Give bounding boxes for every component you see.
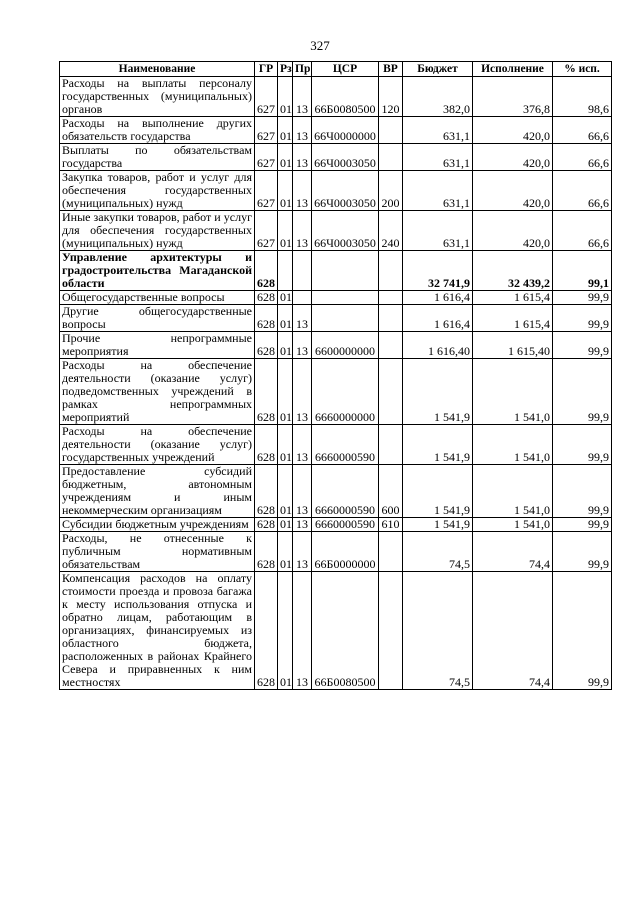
cell-rz: 01 (278, 332, 293, 359)
cell-vr (379, 359, 403, 425)
cell-pr: 13 (293, 465, 312, 518)
cell-vr (379, 144, 403, 171)
cell-budget: 1 541,9 (403, 518, 473, 532)
cell-vr (379, 117, 403, 144)
cell-vr (379, 332, 403, 359)
cell-pr: 13 (293, 144, 312, 171)
cell-name: Предоставление субсидий бюджетным, автономным учреждениям и иным некоммерческим организациям (60, 465, 255, 518)
cell-percent: 99,9 (553, 332, 612, 359)
cell-percent: 99,9 (553, 465, 612, 518)
cell-gr: 627 (255, 211, 278, 251)
cell-percent: 99,9 (553, 359, 612, 425)
cell-vr: 240 (379, 211, 403, 251)
cell-execution: 376,8 (473, 77, 553, 117)
cell-execution: 74,4 (473, 532, 553, 572)
cell-rz: 01 (278, 305, 293, 332)
cell-budget: 1 616,4 (403, 305, 473, 332)
cell-csr: 66Ч0003050 (312, 144, 379, 171)
cell-gr: 627 (255, 117, 278, 144)
column-header-pr: Пр (293, 62, 312, 77)
cell-csr: 66Б0080500 (312, 572, 379, 690)
cell-name: Иные закупки товаров, работ и услуг для обеспечения государственных (муниципальных) нужд (60, 211, 255, 251)
cell-budget: 631,1 (403, 171, 473, 211)
cell-gr: 627 (255, 77, 278, 117)
budget-table (59, 61, 612, 690)
cell-execution: 420,0 (473, 144, 553, 171)
cell-gr: 628 (255, 359, 278, 425)
cell-rz: 01 (278, 144, 293, 171)
cell-csr: 6600000000 (312, 332, 379, 359)
cell-budget: 631,1 (403, 144, 473, 171)
cell-gr: 628 (255, 518, 278, 532)
cell-vr: 600 (379, 465, 403, 518)
cell-pr: 13 (293, 117, 312, 144)
cell-pr (293, 291, 312, 305)
table-row (60, 518, 612, 532)
cell-name: Субсидии бюджетным учреждениям (60, 518, 255, 532)
cell-csr: 6660000000 (312, 359, 379, 425)
cell-vr: 610 (379, 518, 403, 532)
cell-pr: 13 (293, 211, 312, 251)
table-row (60, 144, 612, 171)
table-row (60, 332, 612, 359)
cell-gr: 628 (255, 532, 278, 572)
table-row (60, 117, 612, 144)
cell-csr: 66Б0080500 (312, 77, 379, 117)
cell-percent: 99,9 (553, 518, 612, 532)
cell-name: Расходы, не отнесенные к публичным нормативным обязательствам (60, 532, 255, 572)
page-number: 327 (310, 38, 330, 53)
cell-execution: 32 439,2 (473, 251, 553, 291)
table-row (60, 211, 612, 251)
cell-execution: 420,0 (473, 211, 553, 251)
cell-execution: 1 541,0 (473, 359, 553, 425)
cell-execution: 74,4 (473, 572, 553, 690)
cell-execution: 1 541,0 (473, 465, 553, 518)
cell-vr (379, 572, 403, 690)
column-header-execution: Исполнение (473, 62, 553, 77)
cell-budget: 1 541,9 (403, 465, 473, 518)
cell-percent: 66,6 (553, 144, 612, 171)
column-header-gr: ГР (255, 62, 278, 77)
cell-execution: 1 615,4 (473, 291, 553, 305)
cell-csr (312, 251, 379, 291)
cell-vr (379, 291, 403, 305)
cell-budget: 382,0 (403, 77, 473, 117)
column-header-vr: ВР (379, 62, 403, 77)
cell-percent: 66,6 (553, 211, 612, 251)
cell-gr: 627 (255, 171, 278, 211)
cell-rz: 01 (278, 532, 293, 572)
column-header-name: Наименование (60, 62, 255, 77)
table-row (60, 291, 612, 305)
cell-vr: 200 (379, 171, 403, 211)
cell-pr: 13 (293, 359, 312, 425)
cell-name: Закупка товаров, работ и услуг для обеспечения государственных (муниципальных) нужд (60, 171, 255, 211)
cell-csr: 66Б0000000 (312, 532, 379, 572)
cell-csr: 66Ч0000000 (312, 117, 379, 144)
column-header-budget: Бюджет (403, 62, 473, 77)
column-header-csr: ЦСР (312, 62, 379, 77)
cell-percent: 98,6 (553, 77, 612, 117)
cell-name: Общегосударственные вопросы (60, 291, 255, 305)
cell-percent: 99,9 (553, 425, 612, 465)
cell-csr (312, 305, 379, 332)
column-header-percent: % исп. (553, 62, 612, 77)
cell-pr: 13 (293, 171, 312, 211)
cell-name: Управление архитектуры и градостроительства Магаданской области (60, 251, 255, 291)
table-row (60, 251, 612, 291)
cell-pr: 13 (293, 332, 312, 359)
cell-pr: 13 (293, 572, 312, 690)
table-body (60, 77, 612, 690)
table-row (60, 171, 612, 211)
cell-gr: 628 (255, 425, 278, 465)
cell-budget: 1 616,4 (403, 291, 473, 305)
cell-rz: 01 (278, 572, 293, 690)
cell-csr: 6660000590 (312, 425, 379, 465)
table-row (60, 359, 612, 425)
cell-budget: 1 616,40 (403, 332, 473, 359)
cell-gr: 628 (255, 251, 278, 291)
cell-name: Расходы на обеспечение деятельности (оказание услуг) подведомственных учреждений в рамках непрограммных мероприятий (60, 359, 255, 425)
cell-name: Другие общегосударственные вопросы (60, 305, 255, 332)
column-header-rz: Рз (278, 62, 293, 77)
cell-csr: 66Ч0003050 (312, 211, 379, 251)
cell-name: Прочие непрограммные мероприятия (60, 332, 255, 359)
cell-gr: 628 (255, 572, 278, 690)
cell-budget: 631,1 (403, 211, 473, 251)
cell-gr: 628 (255, 291, 278, 305)
cell-vr: 120 (379, 77, 403, 117)
cell-csr: 6660000590 (312, 518, 379, 532)
cell-percent: 66,6 (553, 171, 612, 211)
cell-rz: 01 (278, 291, 293, 305)
cell-vr (379, 532, 403, 572)
cell-execution: 1 541,0 (473, 518, 553, 532)
cell-rz: 01 (278, 171, 293, 211)
cell-budget: 1 541,9 (403, 425, 473, 465)
cell-gr: 627 (255, 144, 278, 171)
cell-budget: 631,1 (403, 117, 473, 144)
cell-rz: 01 (278, 77, 293, 117)
cell-rz: 01 (278, 359, 293, 425)
table-row (60, 465, 612, 518)
cell-execution: 1 541,0 (473, 425, 553, 465)
cell-name: Расходы на выполнение других обязательств государства (60, 117, 255, 144)
cell-csr: 6660000590 (312, 465, 379, 518)
cell-name: Выплаты по обязательствам государства (60, 144, 255, 171)
cell-pr: 13 (293, 425, 312, 465)
cell-percent: 99,1 (553, 251, 612, 291)
cell-gr: 628 (255, 332, 278, 359)
table-row (60, 305, 612, 332)
cell-csr: 66Ч0003050 (312, 171, 379, 211)
cell-gr: 628 (255, 305, 278, 332)
cell-budget: 74,5 (403, 532, 473, 572)
cell-pr: 13 (293, 77, 312, 117)
cell-budget: 1 541,9 (403, 359, 473, 425)
cell-pr: 13 (293, 518, 312, 532)
cell-pr (293, 251, 312, 291)
cell-rz: 01 (278, 425, 293, 465)
table-row (60, 532, 612, 572)
cell-csr (312, 291, 379, 305)
cell-name: Компенсация расходов на оплату стоимости проезда и провоза багажа к месту использования отпуска и обратно лицам, работающим в организациях, финансируемых из областного бюджета, расположенных в районах Крайнего Севера и приравненных к ним местностях (60, 572, 255, 690)
cell-percent: 99,9 (553, 305, 612, 332)
cell-rz (278, 251, 293, 291)
cell-vr (379, 305, 403, 332)
cell-rz: 01 (278, 518, 293, 532)
cell-name: Расходы на выплаты персоналу государственных (муниципальных) органов (60, 77, 255, 117)
cell-rz: 01 (278, 211, 293, 251)
cell-execution: 420,0 (473, 117, 553, 144)
cell-percent: 66,6 (553, 117, 612, 144)
table-row (60, 425, 612, 465)
cell-percent: 99,9 (553, 532, 612, 572)
cell-vr (379, 425, 403, 465)
cell-budget: 74,5 (403, 572, 473, 690)
cell-execution: 420,0 (473, 171, 553, 211)
cell-budget: 32 741,9 (403, 251, 473, 291)
cell-percent: 99,9 (553, 291, 612, 305)
cell-rz: 01 (278, 465, 293, 518)
cell-pr: 13 (293, 532, 312, 572)
cell-execution: 1 615,4 (473, 305, 553, 332)
cell-pr: 13 (293, 305, 312, 332)
cell-gr: 628 (255, 465, 278, 518)
cell-percent: 99,9 (553, 572, 612, 690)
cell-vr (379, 251, 403, 291)
cell-rz: 01 (278, 117, 293, 144)
table-header-row (60, 62, 612, 77)
table-row (60, 77, 612, 117)
cell-name: Расходы на обеспечение деятельности (оказание услуг) государственных учреждений (60, 425, 255, 465)
table-row (60, 572, 612, 690)
cell-execution: 1 615,40 (473, 332, 553, 359)
